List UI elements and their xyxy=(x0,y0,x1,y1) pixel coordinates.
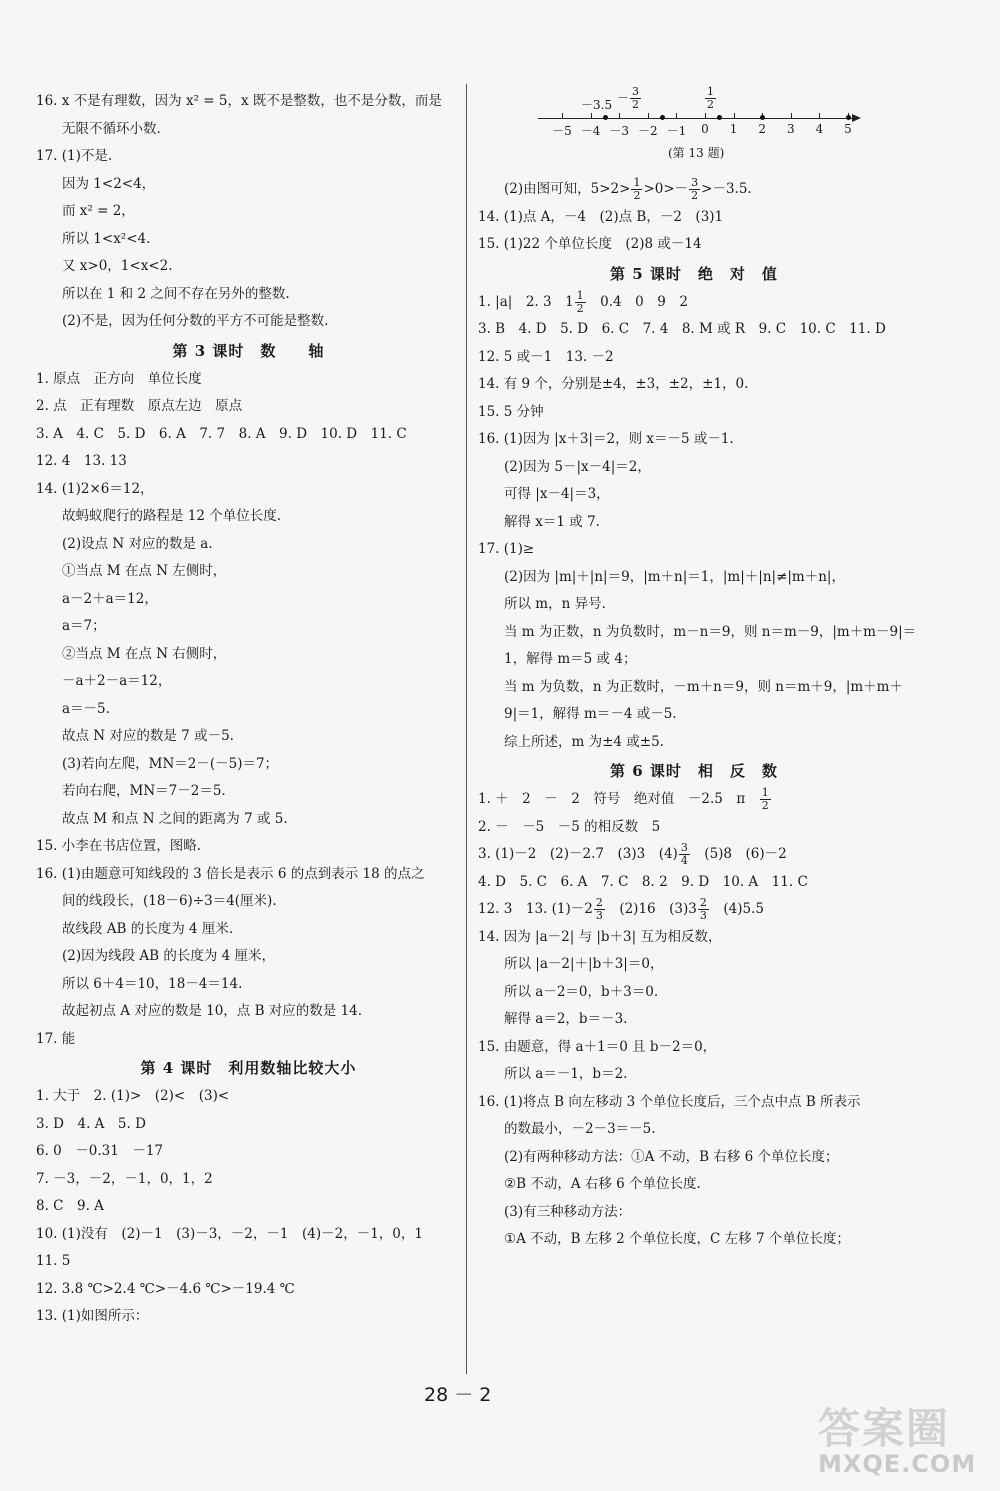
number-line-tick xyxy=(791,113,792,119)
answer-line: 可得 |x－4|＝3， xyxy=(504,486,610,502)
number-line-axis xyxy=(538,118,856,119)
answer-line: 3. D 4. A 5. D xyxy=(36,1115,146,1132)
number-line-tick-label: －3 xyxy=(609,124,629,138)
answer-line: 2. 点 正有理数 原点左边 原点 xyxy=(36,398,243,414)
answer-line: 3. A 4. C 5. D 6. A 7. 7 8. A 9. D 10. D 11. C xyxy=(36,425,407,442)
answer-line: 6. 0 －0.31 －17 xyxy=(36,1143,163,1159)
number-line-tick-label: 4 xyxy=(815,122,824,136)
number-line-tick xyxy=(562,113,563,119)
answer-line: 15. 小李在书店位置，图略. xyxy=(36,838,202,854)
answer-line: 1. |a| 2. 3 1 $\frac{1}{2}$ 0.4 0 9 2 xyxy=(478,288,688,315)
number-line-tick-label: 0 xyxy=(701,122,709,136)
number-line-tick xyxy=(619,113,620,119)
answer-line: 14. (1)2×6＝12， xyxy=(36,480,154,497)
point-label-neg-3-2: － $\frac{3}{2}$ xyxy=(617,85,640,111)
answer-line: 1，解得 m＝5 或 4； xyxy=(504,651,637,667)
answer-line: 16. (1)由题意可知线段的 3 倍长是表示 6 的点到表示 18 的点之 xyxy=(36,865,425,882)
answer-line: 12. 5 或－1 13. －2 xyxy=(478,348,614,365)
left-column xyxy=(36,88,461,1331)
answer-line: 当 m 为正数，n 为负数时，m－n＝9，则 n＝m－9，|m＋m－9|＝ xyxy=(504,623,917,640)
answer-line: 而 x² = 2， xyxy=(62,203,135,219)
answer-line: 当 m 为负数，n 为正数时，－m＋n＝9，则 n＝m＋9，|m＋m＋ xyxy=(504,678,903,695)
answer-line: 4. D 5. C 6. A 7. C 8. 2 9. D 10. A 11. C xyxy=(478,873,808,890)
answer-line: (3)有三种移动方法： xyxy=(504,1203,632,1220)
answer-line: 12. 4 13. 13 xyxy=(36,453,127,469)
answer-line: 因为 1<2<4， xyxy=(62,175,156,192)
answer-line: 故线段 AB 的长度为 4 厘米. xyxy=(62,920,234,937)
answer-line: 17. (1)不是. xyxy=(36,148,113,164)
answer-line: 14. 因为 |a－2| 与 |b＋3| 互为相反数， xyxy=(478,928,722,945)
number-line-tick-label: 1 xyxy=(729,122,738,136)
answer-line: －a＋2－a＝12， xyxy=(62,673,172,689)
answer-line: 所以 a＝－1，b＝2. xyxy=(504,1066,628,1082)
point-label-neg-3.5: －3.5 xyxy=(581,98,613,112)
number-line-tick xyxy=(734,113,735,119)
number-line-tick-label: －5 xyxy=(552,124,572,138)
answer-line: ②B 不动，A 右移 6 个单位长度. xyxy=(504,1176,701,1192)
answer-line: a＝7； xyxy=(62,618,106,634)
answer-line: 又 x>0，1<x<2. xyxy=(62,258,173,274)
answer-line: 15. (1)22 个单位长度 (2)8 或－14 xyxy=(478,236,702,252)
answer-line: 8. C 9. A xyxy=(36,1198,104,1214)
answer-line: 解得 x＝1 或 7. xyxy=(504,513,600,530)
answer-line: 若向右爬，MN＝7－2＝5. xyxy=(62,783,226,799)
lesson-heading-3: 第 3 课时 数 轴 xyxy=(172,341,325,360)
number-line-point xyxy=(717,115,722,120)
answer-line: 16. (1)将点 B 向左移动 3 个单位长度后，三个点中点 B 所表示 xyxy=(478,1093,861,1110)
number-line-tick xyxy=(819,113,820,119)
page-number: 28 － 2 xyxy=(424,1384,492,1406)
number-line-tick-label: 2 xyxy=(758,122,766,136)
answer-line: 9|＝1，解得 m＝－4 或－5. xyxy=(504,706,677,722)
number-line-figure xyxy=(478,84,910,176)
answer-line: 所以 |a－2|＋|b＋3|＝0， xyxy=(504,956,664,972)
right-column xyxy=(478,84,917,1254)
answer-line: 故点 N 对应的数是 7 或－5. xyxy=(62,728,234,744)
number-line-tick xyxy=(591,113,592,119)
number-line-tick-label: －2 xyxy=(637,124,658,138)
column-divider xyxy=(466,84,467,1374)
answer-line: 17. (1)≥ xyxy=(478,541,535,557)
answer-line: 1. ＋ 2 － 2 符号 绝对值 －2.5 π $\frac{1}{2}$ xyxy=(478,786,769,812)
answer-line: 故起初点 A 对应的数是 10，点 B 对应的数是 14. xyxy=(62,1003,363,1019)
answer-line: (2)有两种移动方法：①A 不动，B 右移 6 个单位长度； xyxy=(504,1148,839,1165)
answer-line: 7. －3，－2，－1，0，1，2 xyxy=(36,1170,213,1187)
answer-line: 15. 5 分钟 xyxy=(478,403,544,420)
answer-line: 3. B 4. D 5. D 6. C 7. 4 8. M 或 R 9. C 10. C 11. D xyxy=(478,321,886,337)
answer-line: 综上所述，m 为±4 或±5. xyxy=(504,733,664,750)
number-line-point xyxy=(846,115,851,120)
lesson-heading-4: 第 4 课时 利用数轴比较大小 xyxy=(140,1059,357,1077)
answer-line: a＝－5. xyxy=(62,700,110,717)
answer-line: (2)因为 5－|x－4|＝2， xyxy=(504,458,651,475)
answer-line: ①A 不动，B 左移 2 个单位长度，C 左移 7 个单位长度； xyxy=(504,1231,850,1247)
number-line-tick xyxy=(705,113,706,119)
answer-line: 无限不循环小数. xyxy=(62,120,161,137)
answer-line: (2)由图可知，5>2> $\frac{1}{2}$ >0>－ $\frac{3}{2}$ >－3.5. xyxy=(504,176,752,202)
answer-line: 11. 5 xyxy=(36,1253,71,1269)
number-line-tick xyxy=(648,113,649,119)
answer-line: 1. 大于 2. (1)> (2)< (3)< xyxy=(36,1088,230,1104)
answer-line: a－2＋a＝12， xyxy=(62,590,158,607)
answer-line: 2. － －5 －5 的相反数 5 xyxy=(478,818,661,835)
answer-line: (2)设点 N 对应的数是 a. xyxy=(62,535,213,552)
number-line-point xyxy=(760,115,765,120)
answer-line: 15. 由题意，得 a＋1＝0 且 b－2＝0， xyxy=(478,1038,717,1055)
answer-line: (3)若向左爬，MN＝2－(－5)＝7； xyxy=(62,755,279,772)
watermark-logo: 答案圈 MXQE.COM xyxy=(818,1404,977,1478)
number-line-tick-label: 3 xyxy=(786,122,795,136)
answer-line: 14. (1)点 A，－4 (2)点 B，－2 (3)1 xyxy=(478,208,724,225)
answer-line: 所以 1<x²<4. xyxy=(62,230,151,247)
answer-line: 17. 能 xyxy=(36,1030,76,1047)
figure-caption: (第 13 题) xyxy=(668,146,725,160)
answer-line: (2)因为 |m|＋|n|＝9，|m＋n|＝1，|m|＋|n|≠|m＋n|， xyxy=(504,568,845,585)
answer-line: 故点 M 和点 N 之间的距离为 7 或 5. xyxy=(62,810,288,827)
answer-line: ①当点 M 在点 N 左侧时， xyxy=(62,563,227,579)
lesson-heading-6: 第 6 课时 相 反 数 xyxy=(610,762,778,780)
answer-line: 16. x 不是有理数，因为 x² = 5，x 既不是整数，也不是分数，而是 xyxy=(36,93,442,109)
answer-line: 的数最小，－2－3＝－5. xyxy=(504,1121,656,1137)
lesson-heading-5: 第 5 课时 绝 对 值 xyxy=(610,264,778,283)
answer-line: 14. 有 9 个，分别是±4，±3，±2，±1，0. xyxy=(478,376,749,392)
answer-line: 12. 3.8 ℃>2.4 ℃>－4.6 ℃>－19.4 ℃ xyxy=(36,1280,295,1297)
number-line-point xyxy=(603,115,608,120)
answer-line: 3. (1)－2 (2)－2.7 (3)3 (4) $\frac{3}{4}$ (5)8 (6)－2 xyxy=(478,841,787,867)
answer-line: 10. (1)没有 (2)－1 (3)－3，－2，－1 (4)－2，－1，0，1 xyxy=(36,1225,423,1242)
answer-line: 所以 m，n 异号. xyxy=(504,596,606,612)
answer-line: 故蚂蚁爬行的路程是 12 个单位长度. xyxy=(62,508,282,524)
answer-line: (2)不是，因为任何分数的平方不可能是整数. xyxy=(62,313,329,329)
answer-line: 13. (1)如图所示： xyxy=(36,1308,149,1324)
answer-line: 解得 a＝2，b＝－3. xyxy=(504,1011,628,1027)
answer-line: 所以 a－2＝0，b＋3＝0. xyxy=(504,983,659,1000)
answer-line: 16. (1)因为 |x＋3|＝2，则 x＝－5 或－1. xyxy=(478,431,734,447)
number-line-tick-label: －4 xyxy=(580,124,601,138)
answer-line: 所以 6＋4＝10，18－4＝14. xyxy=(62,975,243,992)
answer-line: 12. 3 13. (1)－2 $\frac{2}{3}$ (2)16 (3)3 $\frac{2}{3}$ (4)5.5 xyxy=(478,896,764,922)
number-line-tick xyxy=(676,113,677,119)
point-label-1-2: $\frac{1}{2}$ xyxy=(707,85,714,111)
answer-line: 1. 原点 正方向 单位长度 xyxy=(36,370,202,387)
number-line-tick-label: －1 xyxy=(666,124,687,138)
number-line-tick-label: 5 xyxy=(844,122,852,136)
answer-line: (2)因为线段 AB 的长度为 4 厘米， xyxy=(62,948,276,964)
answer-line: 间的线段长，(18－6)÷3＝4(厘米). xyxy=(62,893,277,909)
answer-line: 所以在 1 和 2 之间不存在另外的整数. xyxy=(62,285,290,302)
answer-line: ②当点 M 在点 N 右侧时， xyxy=(62,645,227,662)
number-line-point xyxy=(660,115,665,120)
arrow-right-icon xyxy=(852,114,861,122)
